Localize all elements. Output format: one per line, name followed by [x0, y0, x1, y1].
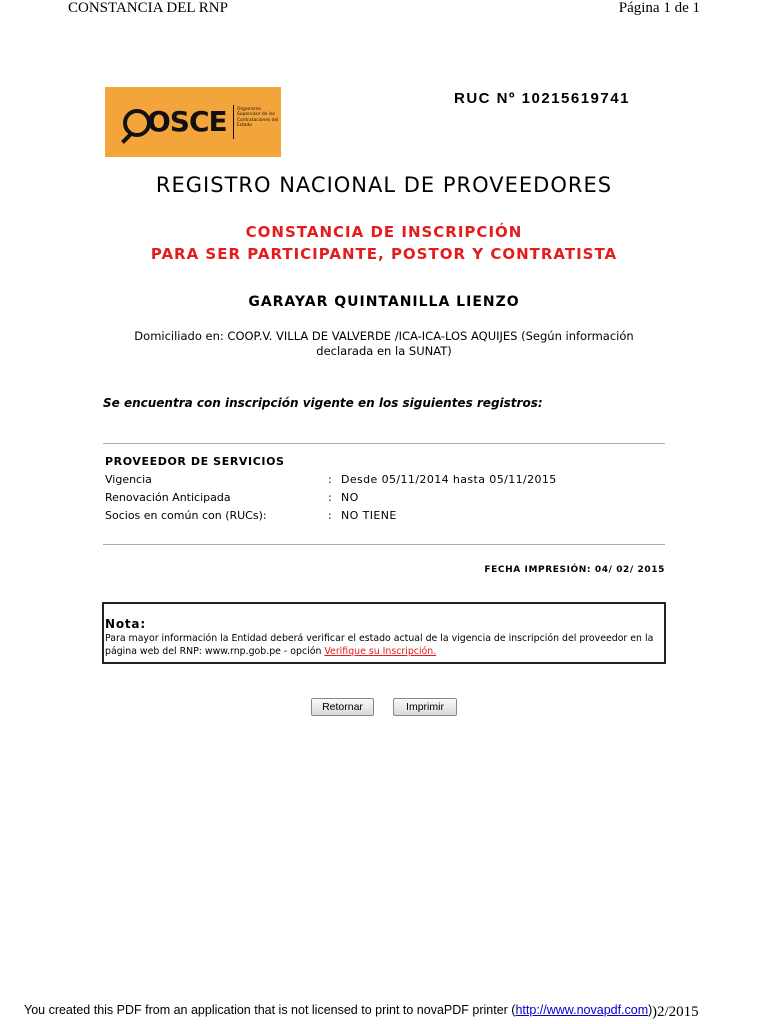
- subtitle-line-2: PARA SER PARTICIPANTE, POSTOR Y CONTRATISTA: [150, 245, 618, 263]
- nota-box: [102, 602, 666, 664]
- registro-row: Socios en común con (RUCs): : NO TIENE: [105, 509, 397, 522]
- imprimir-button[interactable]: Imprimir: [393, 698, 457, 716]
- page-number: Página 1 de 1: [618, 0, 700, 16]
- nota-title: Nota:: [105, 617, 146, 631]
- nota-text: Para mayor información la Entidad deberá verificar el estado actual de la vigencia de inscripción del proveedor en la página web del RNP: www.rnp.gob.pe - opción Verifique su Inscripción.: [105, 633, 654, 657]
- domicilio-text: Domiciliado en: COOP.V. VILLA DE VALVERDE /ICA-ICA-LOS AQUIJES (Según información declarada en la SUNAT): [134, 329, 634, 358]
- row-value: NO: [341, 491, 359, 504]
- ruc-number: RUC Nº 10215619741: [454, 90, 630, 107]
- page-title: REGISTRO NACIONAL DE PROVEEDORES: [155, 173, 613, 197]
- intro-text: Se encuentra con inscripción vigente en los siguientes registros:: [103, 396, 543, 410]
- registro-row: Vigencia : Desde 05/11/2014 hasta 05/11/2015: [105, 473, 557, 486]
- novapdf-link[interactable]: http://www.novapdf.com: [515, 1003, 649, 1017]
- logo-tagline: Organismo Supervisor de las Contrataciones del Estado: [237, 107, 279, 129]
- row-label: Socios en común con (RUCs):: [105, 509, 267, 522]
- retornar-button[interactable]: Retornar: [311, 698, 374, 716]
- osce-logo: [105, 87, 281, 157]
- footer-date: )2/2015: [652, 1004, 699, 1020]
- provider-name: GARAYAR QUINTANILLA LIENZO: [248, 294, 520, 310]
- footer-notice: You created this PDF from an application that is not licensed to print to novaPDF printer (http://www.novapdf.com): [24, 1003, 653, 1017]
- row-label: Vigencia: [105, 473, 152, 486]
- registro-row: Renovación Anticipada : NO: [105, 491, 359, 504]
- registro-title: PROVEEDOR DE SERVICIOS: [105, 455, 285, 468]
- logo-word: OSCE: [147, 105, 227, 138]
- fecha-impresion: FECHA IMPRESIÓN: 04/ 02/ 2015: [484, 565, 665, 575]
- divider: [103, 544, 665, 545]
- row-value: Desde 05/11/2014 hasta 05/11/2015: [341, 473, 557, 486]
- row-label: Renovación Anticipada: [105, 491, 231, 504]
- row-value: NO TIENE: [341, 509, 397, 522]
- subtitle-line-1: CONSTANCIA DE INSCRIPCIÓN: [245, 223, 523, 241]
- verifique-link[interactable]: Verifique su Inscripción.: [324, 646, 437, 657]
- header-title: CONSTANCIA DEL RNP: [68, 0, 228, 16]
- divider: [103, 443, 665, 444]
